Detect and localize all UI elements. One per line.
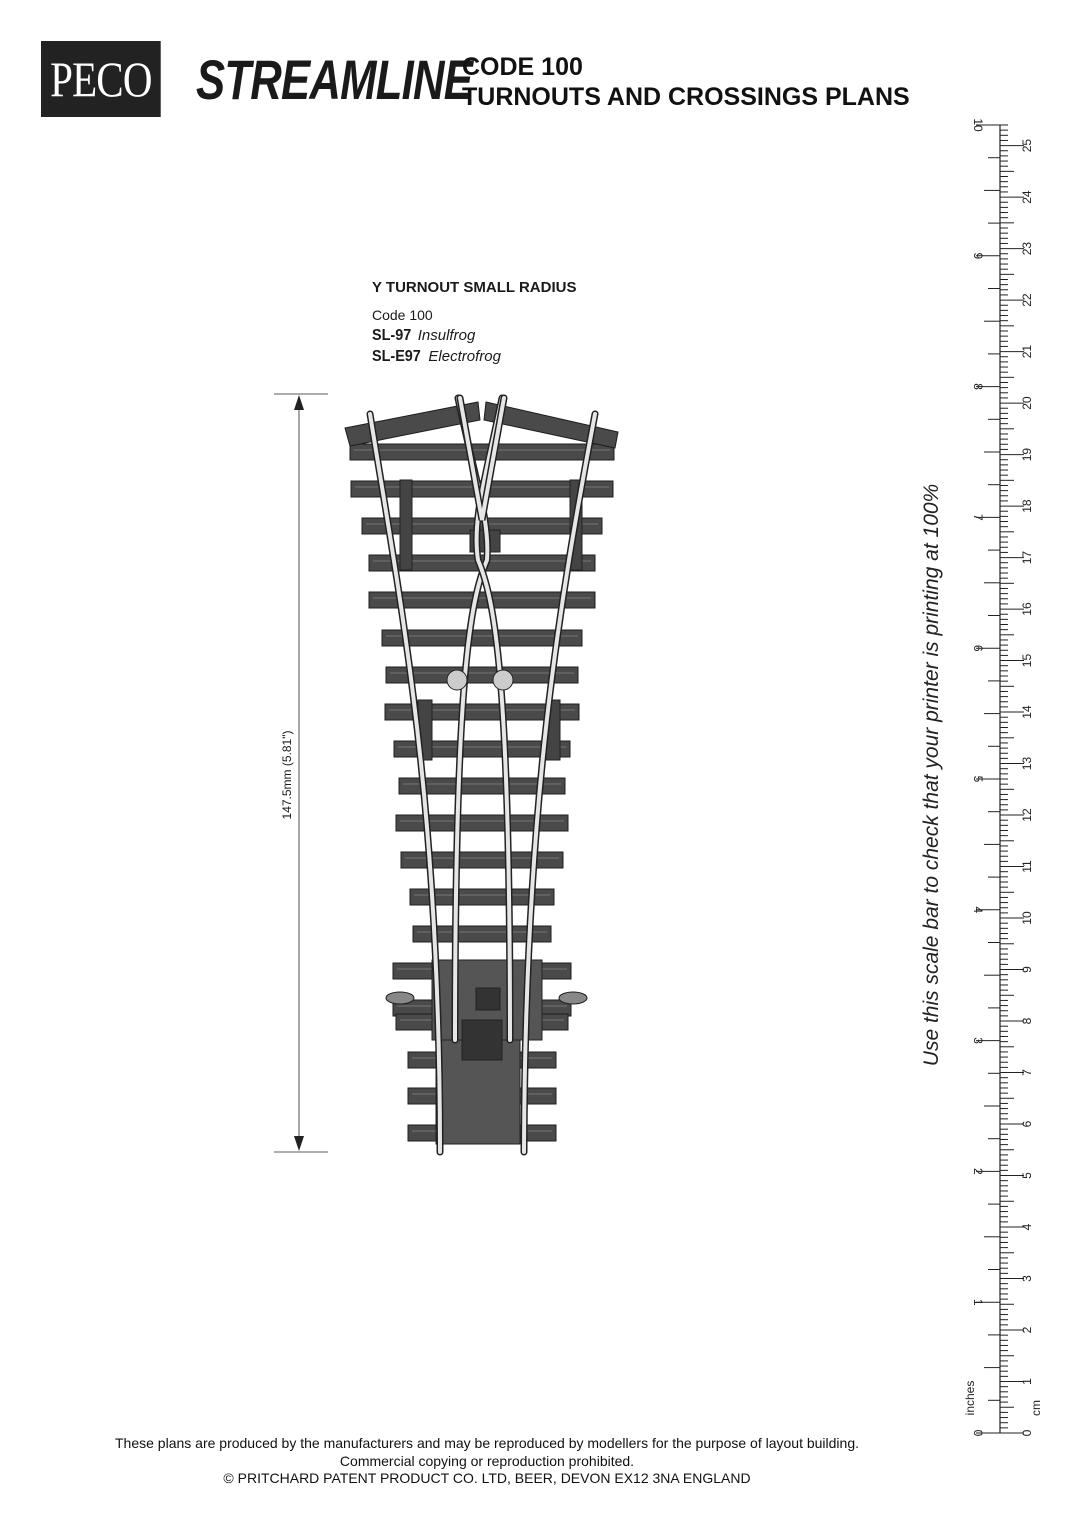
cm-label: 1: [1020, 1378, 1034, 1385]
dimension-label: 147.5mm (5.81"): [280, 730, 294, 820]
footer-line-1: These plans are produced by the manufacturers and may be reproduced by modellers for the purpose of layout building.: [115, 1435, 859, 1451]
header-line-1: CODE 100: [462, 53, 583, 81]
cm-label: 0: [1020, 1429, 1034, 1437]
cm-label: 9: [1020, 966, 1034, 973]
cm-label: 3: [1020, 1275, 1034, 1282]
cm-label: 14: [1020, 705, 1034, 719]
cm-label: 20: [1020, 396, 1034, 410]
cm-label: 16: [1020, 602, 1034, 616]
inch-label: 9: [971, 252, 985, 260]
inch-label: 2: [971, 1168, 985, 1175]
inches-unit-label: inches: [963, 1380, 977, 1416]
cm-label: 10: [1020, 911, 1034, 925]
peco-logo-box: PECO: [41, 41, 161, 117]
cm-label: 12: [1020, 808, 1034, 822]
cm-label: 4: [1020, 1223, 1034, 1231]
cm-label: 7: [1020, 1069, 1034, 1076]
scale-check-note: Use this scale bar to check that your printer is printing at 100%: [920, 483, 943, 1067]
footer-line-2: Commercial copying or reproduction prohibited.: [339, 1452, 635, 1469]
cm-label: 17: [1020, 550, 1034, 565]
inch-label: 8: [971, 383, 985, 390]
cm-label: 2: [1020, 1326, 1034, 1334]
part-type: Electrofrog: [428, 348, 501, 365]
inch-label: 7: [971, 514, 985, 521]
product-title: Y TURNOUT SMALL RADIUS: [372, 279, 577, 296]
cm-label: 25: [1020, 138, 1034, 153]
header-line-2: TURNOUTS AND CROSSINGS PLANS: [462, 83, 910, 111]
streamline-wordmark: STREAMLINE: [196, 48, 473, 111]
cm-label: 6: [1020, 1120, 1034, 1128]
cm-label: 5: [1020, 1172, 1034, 1179]
product-code: Code 100: [372, 307, 433, 323]
cm-label: 11: [1020, 860, 1034, 873]
footer: [0, 1435, 974, 1488]
inch-label: 10: [971, 118, 985, 132]
cm-label: 13: [1020, 756, 1034, 771]
cm-label: 15: [1020, 653, 1034, 668]
inch-label: 0: [971, 1429, 985, 1437]
cm-label: 24: [1020, 190, 1034, 204]
cm-label: 8: [1020, 1017, 1034, 1025]
inch-label: 3: [971, 1037, 985, 1044]
part-type: Insulfrog: [417, 327, 476, 344]
part-number: SL-97: [372, 327, 412, 344]
footer-copyright: © PRITCHARD PATENT PRODUCT CO. LTD, BEER, DEVON EX12 3NA ENGLAND: [223, 1470, 751, 1486]
cm-label: 23: [1020, 241, 1034, 256]
part-number: SL-E97: [372, 348, 421, 365]
inch-label: 4: [971, 906, 985, 914]
inch-label: 1: [971, 1298, 985, 1306]
cm-label: 21: [1020, 344, 1034, 359]
cm-label: 18: [1020, 499, 1034, 513]
cm-label: 22: [1020, 293, 1034, 307]
inch-label: 5: [971, 775, 985, 783]
cm-unit-label: cm: [1029, 1400, 1043, 1416]
inch-label: 6: [971, 644, 985, 652]
cm-label: 19: [1020, 447, 1034, 462]
